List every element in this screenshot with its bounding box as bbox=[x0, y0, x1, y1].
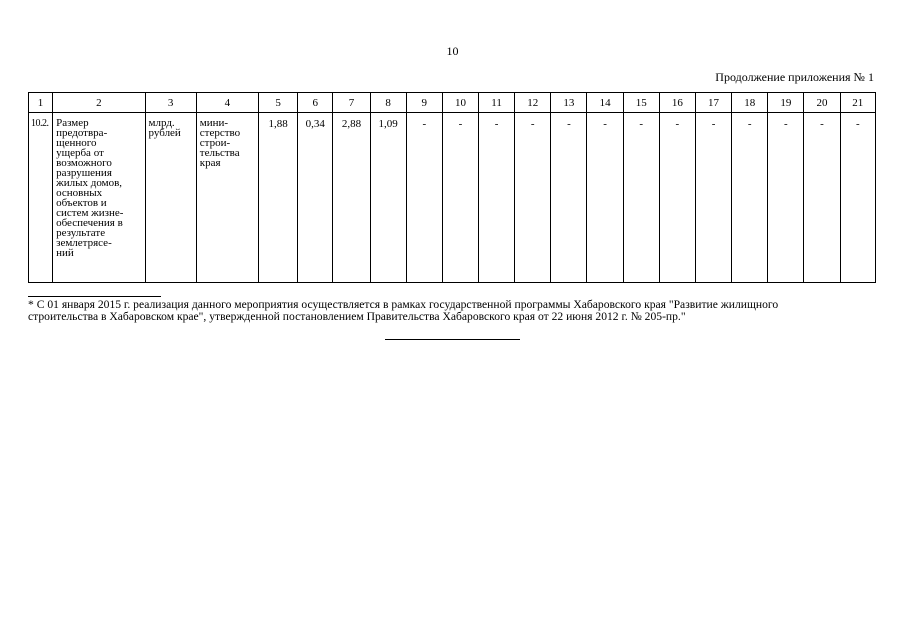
indicator-name-line: ний bbox=[56, 247, 74, 259]
value-cell: 1,09 bbox=[370, 113, 406, 283]
indicator-name-line: Размер bbox=[56, 117, 89, 129]
indicator-name-line: систем жизне- bbox=[56, 207, 124, 219]
indicator-name-line: землетрясе- bbox=[56, 237, 112, 249]
page-number: 10 bbox=[446, 44, 459, 58]
header-cell: 20 bbox=[804, 93, 840, 113]
header-cell: 18 bbox=[732, 93, 768, 113]
unit-line: рублей bbox=[148, 127, 181, 139]
executor-line: мини- bbox=[199, 117, 229, 129]
indicator-name-line: предотвра- bbox=[56, 127, 108, 139]
indicator-name-line: возможного bbox=[56, 157, 112, 169]
header-cell: 6 bbox=[298, 93, 333, 113]
value-cell: - bbox=[659, 113, 695, 283]
header-cell: 15 bbox=[623, 93, 659, 113]
executor-line: края bbox=[199, 157, 221, 169]
executor-line: стерство bbox=[199, 127, 241, 139]
header-cell: 8 bbox=[370, 93, 406, 113]
value-cell: 2,88 bbox=[333, 113, 370, 283]
header-cell: 3 bbox=[145, 93, 196, 113]
header-cell: 4 bbox=[196, 93, 258, 113]
executor-line: строи- bbox=[199, 137, 231, 149]
header-cell: 2 bbox=[53, 93, 145, 113]
indicator-name-line: ущерба от bbox=[56, 147, 104, 159]
value-cell: - bbox=[479, 113, 515, 283]
header-cell: 14 bbox=[587, 93, 623, 113]
value-cell: 0,34 bbox=[298, 113, 333, 283]
header-cell: 12 bbox=[515, 93, 551, 113]
value-cell: - bbox=[804, 113, 840, 283]
footnote bbox=[28, 299, 880, 323]
header-cell: 9 bbox=[406, 93, 442, 113]
footnote-line: строительства в Хабаровском крае", утвержденной постановлением Правительства Хабаровского края от 22 июня 2012 г. № 205-пр." bbox=[28, 310, 686, 323]
value-cell: - bbox=[551, 113, 587, 283]
program-table bbox=[28, 92, 876, 283]
executor-cell bbox=[196, 113, 258, 283]
unit-line: млрд. bbox=[148, 117, 175, 129]
header-cell: 1 bbox=[29, 93, 53, 113]
value-cell: - bbox=[695, 113, 731, 283]
value-cell: - bbox=[406, 113, 442, 283]
indicator-name-line: жилых домов, bbox=[56, 177, 123, 189]
header-cell: 7 bbox=[333, 93, 370, 113]
indicator-name-cell bbox=[53, 113, 145, 283]
footnote-divider bbox=[28, 296, 161, 297]
value-cell: - bbox=[587, 113, 623, 283]
header-cell: 5 bbox=[259, 93, 298, 113]
header-cell: 21 bbox=[840, 93, 875, 113]
indicator-name-line: результате bbox=[56, 227, 106, 239]
unit-cell bbox=[145, 113, 196, 283]
executor-line: тельства bbox=[199, 147, 240, 159]
header-cell: 16 bbox=[659, 93, 695, 113]
value-cell: - bbox=[515, 113, 551, 283]
indicator-name-line: щенного bbox=[56, 137, 97, 149]
value-cell: 1,88 bbox=[259, 113, 298, 283]
header-cell: 17 bbox=[695, 93, 731, 113]
value-cell: - bbox=[768, 113, 804, 283]
header-cell: 10 bbox=[442, 93, 478, 113]
value-cell: - bbox=[442, 113, 478, 283]
table-header-row bbox=[29, 93, 876, 113]
value-cell: - bbox=[840, 113, 875, 283]
header-cell: 11 bbox=[479, 93, 515, 113]
row-index: 10.2. bbox=[29, 113, 53, 283]
indicator-name-line: основных bbox=[56, 187, 103, 199]
value-cell: - bbox=[732, 113, 768, 283]
indicator-name-line: обеспечения в bbox=[56, 217, 123, 229]
header-cell: 19 bbox=[768, 93, 804, 113]
header-cell: 13 bbox=[551, 93, 587, 113]
footnote-line: * С 01 января 2015 г. реализация данного мероприятия осуществляется в рамках государственной программы Хабаровского края "Развитие жилищного bbox=[28, 298, 779, 311]
continuation-note: Продолжение приложения № 1 bbox=[715, 70, 874, 84]
table-row bbox=[29, 113, 876, 283]
value-cell: - bbox=[623, 113, 659, 283]
indicator-name-line: объектов и bbox=[56, 197, 107, 209]
end-divider bbox=[385, 339, 520, 340]
indicator-name-line: разрушения bbox=[56, 167, 112, 179]
